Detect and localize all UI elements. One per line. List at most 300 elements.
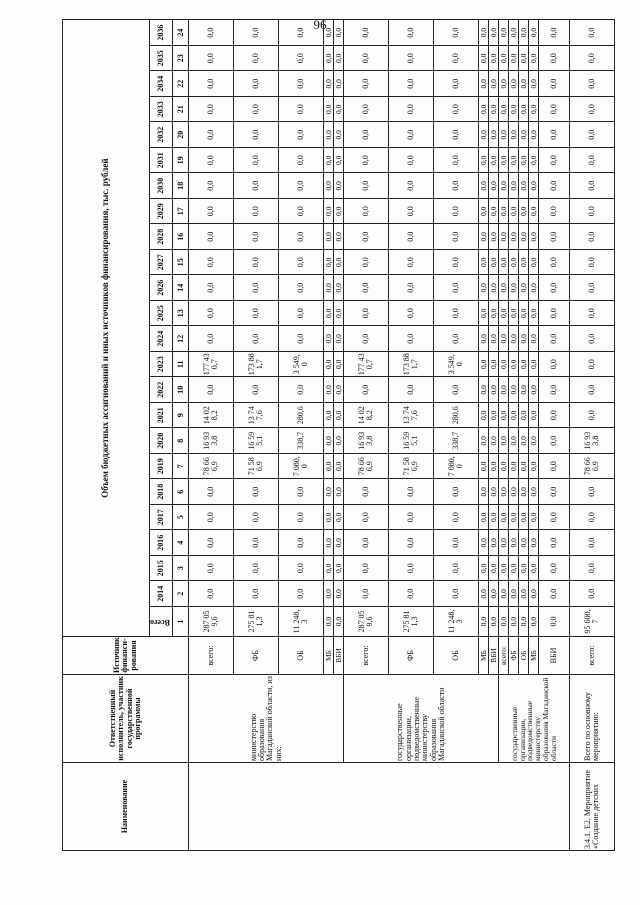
column-number: 15 — [173, 250, 189, 276]
year-value-cell: 0,0 — [279, 275, 324, 301]
year-value-cell: 0,0 — [279, 20, 324, 46]
year-value-cell: 0,0 — [324, 301, 334, 327]
source-cell: ВБИ — [539, 637, 570, 675]
year-value-cell: 0,0 — [570, 530, 615, 556]
year-value-cell: 0,0 — [570, 71, 615, 97]
column-number: 19 — [173, 148, 189, 174]
year-value-cell: 0,0 — [519, 199, 529, 225]
executor-cell: государственные организации, подведомственные министерству образования Магаданской области — [344, 675, 499, 763]
year-value-cell: 0,0 — [570, 301, 615, 327]
year-value-cell: 16 595,1 — [234, 428, 279, 454]
year-value-cell: 0,0 — [539, 428, 570, 454]
table-row — [344, 20, 389, 851]
year-value-cell: 0,0 — [234, 250, 279, 276]
year-value-cell: 0,0 — [324, 352, 334, 378]
year-value-cell: 0,0 — [189, 122, 234, 148]
year-value-cell: 0,0 — [509, 454, 519, 480]
year-value-cell: 0,0 — [570, 148, 615, 174]
year-value-cell: 0,0 — [489, 505, 499, 531]
year-value-cell: 0,0 — [334, 173, 344, 199]
year-value-cell: 78 666,9 — [344, 454, 389, 480]
year-value-cell: 0,0 — [509, 326, 519, 352]
year-value-cell: 0,0 — [344, 97, 389, 123]
year-value-cell: 0,0 — [489, 199, 499, 225]
total-cell: 11 248,3 — [434, 607, 479, 637]
year-value-cell: 0,0 — [539, 403, 570, 429]
column-number: 3 — [173, 556, 189, 582]
year-value-cell: 0,0 — [279, 556, 324, 582]
source-cell: ФБ — [234, 637, 279, 675]
year-value-cell: 0,0 — [344, 224, 389, 250]
year-value-cell: 0,0 — [539, 275, 570, 301]
year-value-cell: 0,0 — [539, 301, 570, 327]
year-value-cell: 0,0 — [434, 530, 479, 556]
year-value-cell: 0,0 — [389, 556, 434, 582]
year-value-cell: 0,0 — [539, 97, 570, 123]
year-value-cell: 0,0 — [570, 377, 615, 403]
year-value-cell: 0,0 — [519, 71, 529, 97]
year-value-cell: 0,0 — [509, 581, 519, 607]
column-number: 7 — [173, 454, 189, 480]
year-value-cell: 0,0 — [519, 403, 529, 429]
year-value-cell: 0,0 — [479, 46, 489, 72]
year-value-cell: 0,0 — [324, 377, 334, 403]
year-value-cell: 0,0 — [324, 479, 334, 505]
year-value-cell: 0,0 — [509, 20, 519, 46]
year-value-cell: 0,0 — [529, 97, 539, 123]
total-cell: 287 059,6 — [189, 607, 234, 637]
source-cell: ОБ — [279, 637, 324, 675]
year-value-cell: 0,0 — [334, 122, 344, 148]
year-value-cell: 0,0 — [279, 148, 324, 174]
year-value-cell: 0,0 — [344, 326, 389, 352]
header-year: 2031 — [150, 148, 173, 174]
executor-cell: министерство образования Магаданской области, из них: — [189, 675, 344, 763]
year-value-cell: 0,0 — [499, 581, 509, 607]
year-value-cell: 0,0 — [479, 301, 489, 327]
year-value-cell: 0,0 — [529, 250, 539, 276]
year-value-cell: 0,0 — [499, 454, 509, 480]
year-value-cell: 0,0 — [334, 148, 344, 174]
year-value-cell: 0,0 — [519, 479, 529, 505]
year-value-cell: 0,0 — [334, 581, 344, 607]
year-value-cell: 0,0 — [489, 581, 499, 607]
year-value-cell: 0,0 — [324, 199, 334, 225]
year-value-cell: 0,0 — [334, 275, 344, 301]
year-value-cell: 0,0 — [499, 403, 509, 429]
header-executor: Ответственный исполнитель, участник государственной программы — [63, 675, 189, 763]
year-value-cell: 0,0 — [389, 326, 434, 352]
column-number: 18 — [173, 173, 189, 199]
year-value-cell: 0,0 — [434, 250, 479, 276]
year-value-cell: 0,0 — [344, 530, 389, 556]
year-value-cell: 0,0 — [539, 122, 570, 148]
year-value-cell: 0,0 — [539, 71, 570, 97]
year-value-cell: 0,0 — [234, 173, 279, 199]
year-value-cell: 0,0 — [434, 199, 479, 225]
year-value-cell: 0,0 — [509, 71, 519, 97]
total-cell: 0,0 — [539, 607, 570, 637]
year-value-cell: 0,0 — [529, 71, 539, 97]
year-value-cell: 0,0 — [189, 224, 234, 250]
year-value-cell: 0,0 — [499, 377, 509, 403]
year-value-cell: 0,0 — [509, 352, 519, 378]
year-value-cell: 0,0 — [434, 505, 479, 531]
header-year: 2019 — [150, 454, 173, 480]
year-value-cell: 0,0 — [509, 275, 519, 301]
year-value-cell: 0,0 — [570, 479, 615, 505]
table-body — [189, 20, 615, 851]
year-value-cell: 0,0 — [489, 301, 499, 327]
year-value-cell: 0,0 — [489, 352, 499, 378]
year-value-cell: 0,0 — [344, 122, 389, 148]
year-value-cell: 0,0 — [334, 301, 344, 327]
year-value-cell: 0,0 — [479, 479, 489, 505]
year-value-cell: 0,0 — [479, 428, 489, 454]
year-value-cell: 0,0 — [539, 479, 570, 505]
year-value-cell: 0,0 — [499, 326, 509, 352]
year-value-cell: 7 080,0 — [434, 454, 479, 480]
year-value-cell: 0,0 — [570, 581, 615, 607]
year-value-cell: 0,0 — [509, 122, 519, 148]
year-value-cell: 0,0 — [189, 530, 234, 556]
source-cell: всего: — [499, 637, 509, 675]
year-value-cell: 0,0 — [389, 148, 434, 174]
year-value-cell: 0,0 — [389, 173, 434, 199]
year-value-cell: 0,0 — [529, 377, 539, 403]
year-value-cell: 0,0 — [499, 428, 509, 454]
year-value-cell: 0,0 — [509, 148, 519, 174]
year-value-cell: 16 933,8 — [570, 428, 615, 454]
table-row — [189, 20, 234, 851]
year-value-cell: 0,0 — [570, 403, 615, 429]
year-value-cell: 0,0 — [279, 71, 324, 97]
year-value-cell: 177 430,7 — [189, 352, 234, 378]
year-value-cell: 0,0 — [499, 479, 509, 505]
year-value-cell: 0,0 — [479, 505, 489, 531]
year-value-cell: 0,0 — [499, 199, 509, 225]
header-year: 2030 — [150, 173, 173, 199]
header-funding-title: Объем бюджетных ассигнований и иных источников финансирования, тыс. рублей — [63, 20, 150, 637]
year-value-cell: 0,0 — [234, 505, 279, 531]
year-value-cell: 0,0 — [279, 122, 324, 148]
year-value-cell: 0,0 — [189, 556, 234, 582]
year-value-cell: 0,0 — [489, 71, 499, 97]
year-value-cell: 0,0 — [234, 301, 279, 327]
year-value-cell: 78 666,9 — [570, 454, 615, 480]
year-value-cell: 0,0 — [324, 275, 334, 301]
year-value-cell: 0,0 — [499, 556, 509, 582]
year-value-cell: 0,0 — [234, 46, 279, 72]
column-number: 8 — [173, 428, 189, 454]
column-number: 2 — [173, 581, 189, 607]
year-value-cell: 0,0 — [479, 224, 489, 250]
year-value-cell: 0,0 — [529, 454, 539, 480]
year-value-cell: 0,0 — [334, 199, 344, 225]
year-value-cell: 0,0 — [189, 173, 234, 199]
year-value-cell: 0,0 — [519, 428, 529, 454]
year-value-cell: 0,0 — [529, 122, 539, 148]
year-value-cell: 0,0 — [234, 20, 279, 46]
year-value-cell: 0,0 — [539, 46, 570, 72]
table-row — [570, 20, 615, 851]
year-value-cell: 0,0 — [519, 326, 529, 352]
year-value-cell: 16 933,8 — [189, 428, 234, 454]
year-value-cell: 177 430,7 — [344, 352, 389, 378]
year-value-cell: 0,0 — [499, 97, 509, 123]
year-value-cell: 0,0 — [499, 122, 509, 148]
year-value-cell: 0,0 — [279, 581, 324, 607]
column-number: 11 — [173, 352, 189, 378]
activity-name: 3.4.1. Е2. Мероприятие «Создание детских — [570, 763, 615, 851]
total-cell: 0,0 — [324, 607, 334, 637]
year-value-cell: 0,0 — [539, 377, 570, 403]
year-value-cell: 0,0 — [539, 352, 570, 378]
year-value-cell: 0,0 — [509, 505, 519, 531]
year-value-cell: 0,0 — [570, 46, 615, 72]
year-value-cell: 0,0 — [279, 46, 324, 72]
total-cell: 275 811,3 — [234, 607, 279, 637]
year-value-cell: 0,0 — [479, 122, 489, 148]
year-value-cell: 0,0 — [519, 224, 529, 250]
year-value-cell: 0,0 — [479, 275, 489, 301]
year-value-cell: 3 549,0 — [434, 352, 479, 378]
column-number: 4 — [173, 530, 189, 556]
year-value-cell: 0,0 — [279, 199, 324, 225]
year-value-cell: 0,0 — [279, 250, 324, 276]
year-value-cell: 0,0 — [434, 326, 479, 352]
total-cell: 0,0 — [509, 607, 519, 637]
name-cell-empty — [189, 763, 570, 851]
year-value-cell: 0,0 — [334, 377, 344, 403]
year-value-cell: 7 080,0 — [279, 454, 324, 480]
year-value-cell: 0,0 — [434, 581, 479, 607]
year-value-cell: 0,0 — [529, 275, 539, 301]
year-value-cell: 0,0 — [529, 326, 539, 352]
year-value-cell: 78 666,9 — [189, 454, 234, 480]
year-value-cell: 0,0 — [324, 148, 334, 174]
column-number: 13 — [173, 301, 189, 327]
year-value-cell: 14 028,2 — [189, 403, 234, 429]
year-value-cell: 0,0 — [519, 20, 529, 46]
year-value-cell: 0,0 — [529, 581, 539, 607]
total-cell: 287 059,6 — [344, 607, 389, 637]
year-value-cell: 0,0 — [234, 148, 279, 174]
year-value-cell: 0,0 — [324, 46, 334, 72]
year-value-cell: 0,0 — [279, 505, 324, 531]
year-value-cell: 0,0 — [539, 556, 570, 582]
year-value-cell: 0,0 — [489, 224, 499, 250]
year-value-cell: 0,0 — [539, 530, 570, 556]
year-value-cell: 0,0 — [389, 530, 434, 556]
total-cell: 0,0 — [499, 607, 509, 637]
year-value-cell: 0,0 — [344, 250, 389, 276]
year-value-cell: 0,0 — [539, 148, 570, 174]
year-value-cell: 0,0 — [279, 479, 324, 505]
column-number: 21 — [173, 97, 189, 123]
header-year: 2023 — [150, 352, 173, 378]
year-value-cell: 0,0 — [389, 46, 434, 72]
year-value-cell: 0,0 — [499, 275, 509, 301]
year-value-cell: 0,0 — [529, 46, 539, 72]
header-name: Наименование — [63, 763, 189, 851]
year-value-cell: 0,0 — [334, 428, 344, 454]
year-value-cell: 0,0 — [479, 71, 489, 97]
year-value-cell: 0,0 — [344, 479, 389, 505]
year-value-cell: 0,0 — [389, 224, 434, 250]
year-value-cell: 0,0 — [489, 122, 499, 148]
year-value-cell: 0,0 — [509, 377, 519, 403]
year-value-cell: 0,0 — [539, 581, 570, 607]
year-value-cell: 0,0 — [539, 20, 570, 46]
year-value-cell: 0,0 — [499, 301, 509, 327]
year-value-cell: 16 933,8 — [344, 428, 389, 454]
year-value-cell: 0,0 — [389, 20, 434, 46]
column-number: 20 — [173, 122, 189, 148]
year-value-cell: 0,0 — [334, 326, 344, 352]
year-value-cell: 0,0 — [479, 403, 489, 429]
year-value-cell: 0,0 — [479, 20, 489, 46]
year-value-cell: 0,0 — [189, 479, 234, 505]
year-value-cell: 0,0 — [389, 250, 434, 276]
year-value-cell: 13 747,6 — [234, 403, 279, 429]
column-number: 17 — [173, 199, 189, 225]
year-value-cell: 0,0 — [489, 377, 499, 403]
year-value-cell: 0,0 — [189, 20, 234, 46]
year-value-cell: 0,0 — [279, 97, 324, 123]
year-value-cell: 0,0 — [479, 530, 489, 556]
year-value-cell: 71 586,9 — [234, 454, 279, 480]
column-number: 6 — [173, 479, 189, 505]
year-value-cell: 0,0 — [334, 505, 344, 531]
year-value-cell: 0,0 — [389, 275, 434, 301]
table-row — [499, 20, 509, 851]
year-value-cell: 0,0 — [334, 479, 344, 505]
year-value-cell: 0,0 — [279, 224, 324, 250]
source-cell: всего: — [570, 637, 615, 675]
year-value-cell: 0,0 — [570, 97, 615, 123]
year-value-cell: 173 881,7 — [389, 352, 434, 378]
year-value-cell: 0,0 — [570, 556, 615, 582]
year-value-cell: 0,0 — [529, 556, 539, 582]
year-value-cell: 0,0 — [570, 505, 615, 531]
year-value-cell: 0,0 — [509, 403, 519, 429]
header-year: 2016 — [150, 530, 173, 556]
year-value-cell: 0,0 — [479, 326, 489, 352]
year-value-cell: 0,0 — [189, 377, 234, 403]
year-value-cell: 0,0 — [519, 556, 529, 582]
year-value-cell: 0,0 — [324, 556, 334, 582]
header-year: 2033 — [150, 97, 173, 123]
year-value-cell: 0,0 — [334, 454, 344, 480]
year-value-cell: 0,0 — [344, 71, 389, 97]
year-value-cell: 0,0 — [509, 479, 519, 505]
year-value-cell: 0,0 — [234, 581, 279, 607]
year-value-cell: 173 881,7 — [234, 352, 279, 378]
year-value-cell: 0,0 — [189, 97, 234, 123]
year-value-cell: 0,0 — [479, 352, 489, 378]
column-number: 12 — [173, 326, 189, 352]
year-value-cell: 0,0 — [479, 148, 489, 174]
column-number: 22 — [173, 71, 189, 97]
header-year: 2024 — [150, 326, 173, 352]
column-number: 1 — [173, 607, 189, 637]
year-value-cell: 0,0 — [570, 224, 615, 250]
year-value-cell: 0,0 — [334, 97, 344, 123]
year-value-cell: 0,0 — [479, 581, 489, 607]
year-value-cell: 0,0 — [189, 250, 234, 276]
total-cell: 0,0 — [519, 607, 529, 637]
year-value-cell: 0,0 — [324, 71, 334, 97]
year-value-cell: 0,0 — [529, 199, 539, 225]
year-value-cell: 0,0 — [489, 326, 499, 352]
year-value-cell: 0,0 — [489, 530, 499, 556]
year-value-cell: 0,0 — [519, 122, 529, 148]
year-value-cell: 0,0 — [529, 173, 539, 199]
year-value-cell: 0,0 — [479, 250, 489, 276]
year-value-cell: 0,0 — [434, 20, 479, 46]
year-value-cell: 0,0 — [344, 148, 389, 174]
source-cell: ФБ — [509, 637, 519, 675]
header-year: 2034 — [150, 71, 173, 97]
year-value-cell: 0,0 — [570, 352, 615, 378]
year-value-cell: 0,0 — [570, 20, 615, 46]
year-value-cell: 0,0 — [324, 428, 334, 454]
year-value-cell: 0,0 — [519, 377, 529, 403]
column-number: 23 — [173, 46, 189, 72]
year-value-cell: 0,0 — [529, 20, 539, 46]
year-value-cell: 0,0 — [519, 148, 529, 174]
year-value-cell: 0,0 — [434, 377, 479, 403]
year-value-cell: 0,0 — [489, 173, 499, 199]
column-number: 24 — [173, 20, 189, 46]
year-value-cell: 0,0 — [519, 581, 529, 607]
year-value-cell: 0,0 — [334, 71, 344, 97]
year-value-cell: 0,0 — [539, 326, 570, 352]
header-year: 2032 — [150, 122, 173, 148]
year-value-cell: 0,0 — [434, 224, 479, 250]
year-value-cell: 0,0 — [324, 250, 334, 276]
year-value-cell: 0,0 — [519, 454, 529, 480]
year-value-cell: 0,0 — [509, 46, 519, 72]
year-value-cell: 0,0 — [519, 505, 529, 531]
year-value-cell: 0,0 — [334, 224, 344, 250]
year-value-cell: 0,0 — [344, 199, 389, 225]
year-value-cell: 0,0 — [529, 428, 539, 454]
year-value-cell: 0,0 — [344, 556, 389, 582]
year-value-cell: 0,0 — [389, 199, 434, 225]
column-number: 14 — [173, 275, 189, 301]
year-value-cell: 0,0 — [434, 71, 479, 97]
year-value-cell: 0,0 — [499, 530, 509, 556]
year-value-cell: 0,0 — [324, 403, 334, 429]
year-value-cell: 0,0 — [539, 199, 570, 225]
year-value-cell: 71 586,9 — [389, 454, 434, 480]
year-value-cell: 0,0 — [434, 556, 479, 582]
total-cell: 0,0 — [479, 607, 489, 637]
total-cell: 0,0 — [334, 607, 344, 637]
header-year: 2026 — [150, 275, 173, 301]
year-value-cell: 0,0 — [509, 224, 519, 250]
year-value-cell: 0,0 — [434, 301, 479, 327]
page-number: 96 — [313, 17, 327, 32]
year-value-cell: 0,0 — [324, 224, 334, 250]
year-value-cell: 0,0 — [324, 97, 334, 123]
source-cell: ВБИ — [334, 637, 344, 675]
year-value-cell: 0,0 — [529, 505, 539, 531]
year-value-cell: 0,0 — [539, 250, 570, 276]
funding-table — [62, 19, 615, 851]
